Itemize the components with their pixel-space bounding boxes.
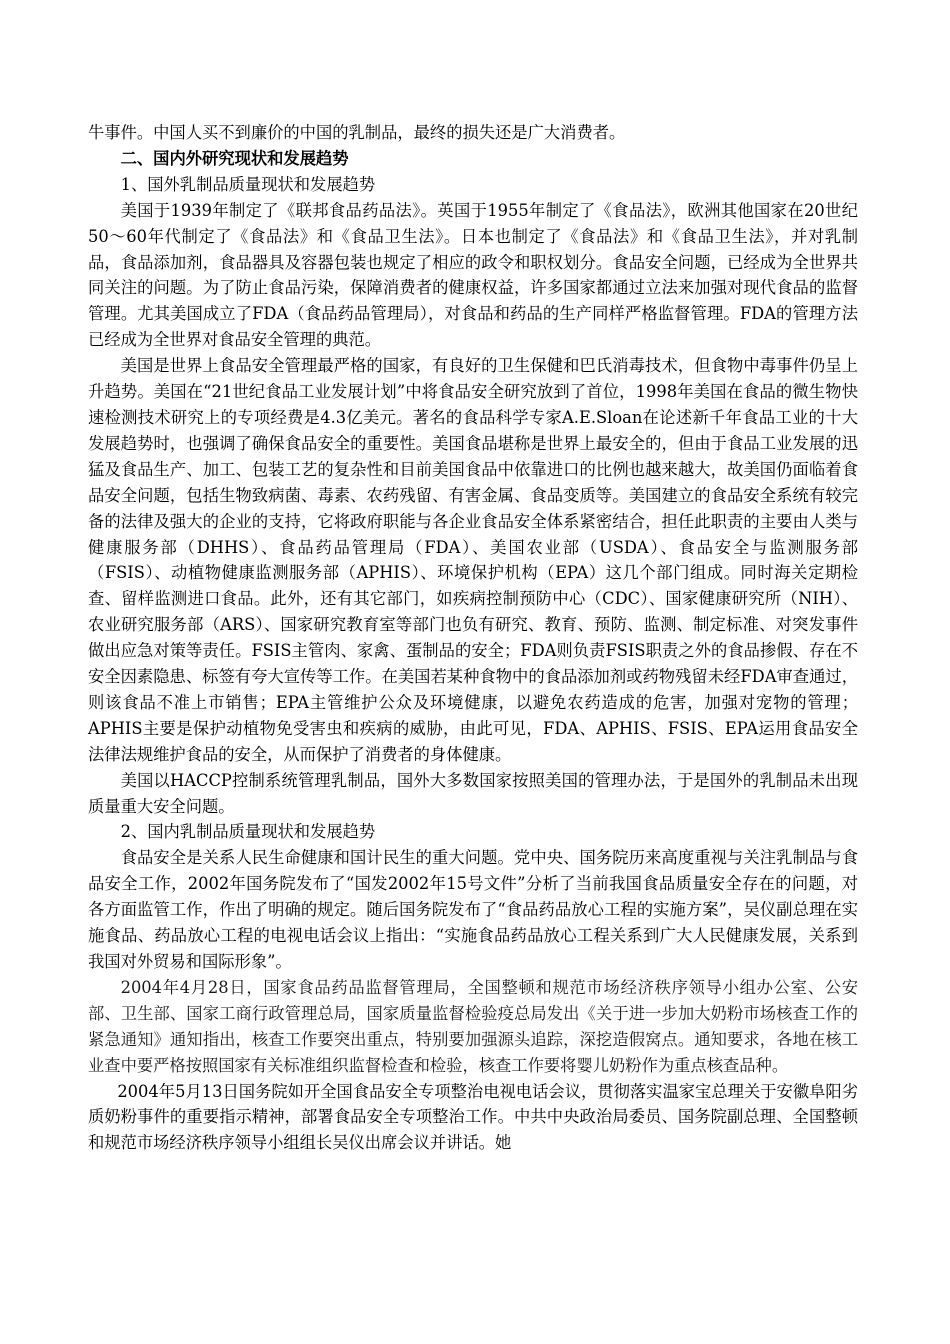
paragraph-2004-may: 2004年5月13日国务院如开全国食品安全专项整治电视电话会议，贯彻落实温家宝总理关于安徽阜阳劣质奶粉事件的重要指示精神，部署食品安全专项整治工作。中共中央政治局委员、国务院副总理、全国整顿和规范市场经济秩序领导小组组长吴仪出席会议并讲话。她 xyxy=(88,1081,858,1153)
paragraph-2004-april: 2004年4月28日，国家食品药品监督管理局，全国整顿和规范市场经济秩序领导小组办公室、公安部、卫生部、国家工商行政管理总局，国家质量监督检验疫总局发出《关于进一步加大奶粉市场核查工作的紧急通知》通知指出，核查工作要突出重点，特别要加强源头追踪，深挖造假窝点。通知要求，各地在核工业查中要严格按照国家有关标准组织监督检查和检验，核查工作要将婴儿奶粉作为重点核查品种。 xyxy=(88,977,858,1075)
paragraph-intro-continuation: 牛事件。中国人买不到廉价的中国的乳制品，最终的损失还是广大消费者。 xyxy=(88,123,626,142)
subsection-heading-domestic: 2、国内乳制品质量现状和发展趋势 xyxy=(120,822,376,842)
paragraph-foreign-laws: 美国于1939年制定了《联邦食品药品法》。英国于1955年制定了《食品法》，欧洲其他国家在20世纪50～60年代制定了《食品法》和《食品卫生法》。日本也制定了《食品法》和《食品卫生法》，并对乳制品，食品添加剂，食品器具及容器包装也规定了相应的政令和职权划分。食品安全问题，已经成为全世界共同关注的问题。为了防止食品污染，保障消费者的健康权益，许多国家都通过立法来加强对现代食品的监督管理。尤其美国成立了FDA（食品药品管理局），对食品和药品的生产同样严格监督管理。FDA的管理方法已经成为全世界对食品安全管理的典范。 xyxy=(88,200,858,350)
section-heading: 二、国内外研究现状和发展趋势 xyxy=(120,148,349,168)
paragraph-us-food-safety: 美国是世界上食品安全管理最严格的国家，有良好的卫生保健和巴氏消毒技术，但食物中毒事件仍呈上升趋势。美国在“21世纪食品工业发展计划”中将食品安全研究放到了首位，1998年美国在食品的微生物快速检测技术研究上的专项经费是4.3亿美元。著名的食品科学专家A.E.Sloan在论述新千年食品工业的十大发展趋势时，也强调了确保食品安全的重要性。美国食品堪称是世界上最安全的，但由于食品工业发展的迅猛及食品生产、加工、包装工艺的复杂性和目前美国食品中依靠进口的比例也越来越大，故美国仍面临着食品安全问题，包括生物致病菌、毒素、农药残留、有害金属、食品变质等。美国建立的食品安全系统有较完备的法律及强大的企业的支持，它将政府职能与各企业食品安全体系紧密结合，担任此职责的主要由人类与健康服务部（DHHS）、食品药品管理局（FDA）、美国农业部（USDA）、食品安全与监测服务部（FSIS）、动植物健康监测服务部（APHIS）、环境保护机构（EPA）这几个部门组成。同时海关定期检查、留样监测进口食品。此外，还有其它部门，如疾病控制预防中心（CDC）、国家健康研究所（NIH）、农业研究服务部（ARS）、国家研究教育室等部门也负有研究、教育、预防、监测、制定标准、对突发事件做出应急对策等责任。FSIS主管肉、家禽、蛋制品的安全；FDA则负责FSIS职责之外的食品掺假、存在不安全因素隐患、标签有夸大宣传等工作。在美国若某种食物中的食品添加剂或药物残留未经FDA审查通过，则该食品不准上市销售；EPA主管维护公众及环境健康，以避免农药造成的危害，加强对宠物的管理；APHIS主要是保护动植物免受害虫和疾病的威胁，由此可见，FDA、APHIS、FSIS、EPA运用食品安全法律法规维护食品的安全，从而保护了消费者的身体健康。 xyxy=(88,356,858,764)
paragraph-haccp: 美国以HACCP控制系统管理乳制品，国外大多数国家按照美国的管理办法，于是国外的乳制品未出现质量重大安全问题。 xyxy=(88,770,858,816)
document-page xyxy=(88,120,858,1156)
paragraph-domestic-policy: 食品安全是关系人民生命健康和国计民生的重大问题。党中央、国务院历来高度重视与关注乳制品与食品安全工作，2002年国务院发布了“国发2002年15号文件”分析了当前我国食品质量安全存在的问题，对各方面监管工作，作出了明确的规定。随后国务院发布了“食品药品放心工程的实施方案”，吴仪副总理在实施食品、药品放心工程的电视电话会议上指出：“实施食品药品放心工程关系到广大人民健康发展，关系到我国对外贸易和国际形象”。 xyxy=(88,848,858,971)
subsection-heading-foreign: 1、国外乳制品质量现状和发展趋势 xyxy=(120,174,376,194)
